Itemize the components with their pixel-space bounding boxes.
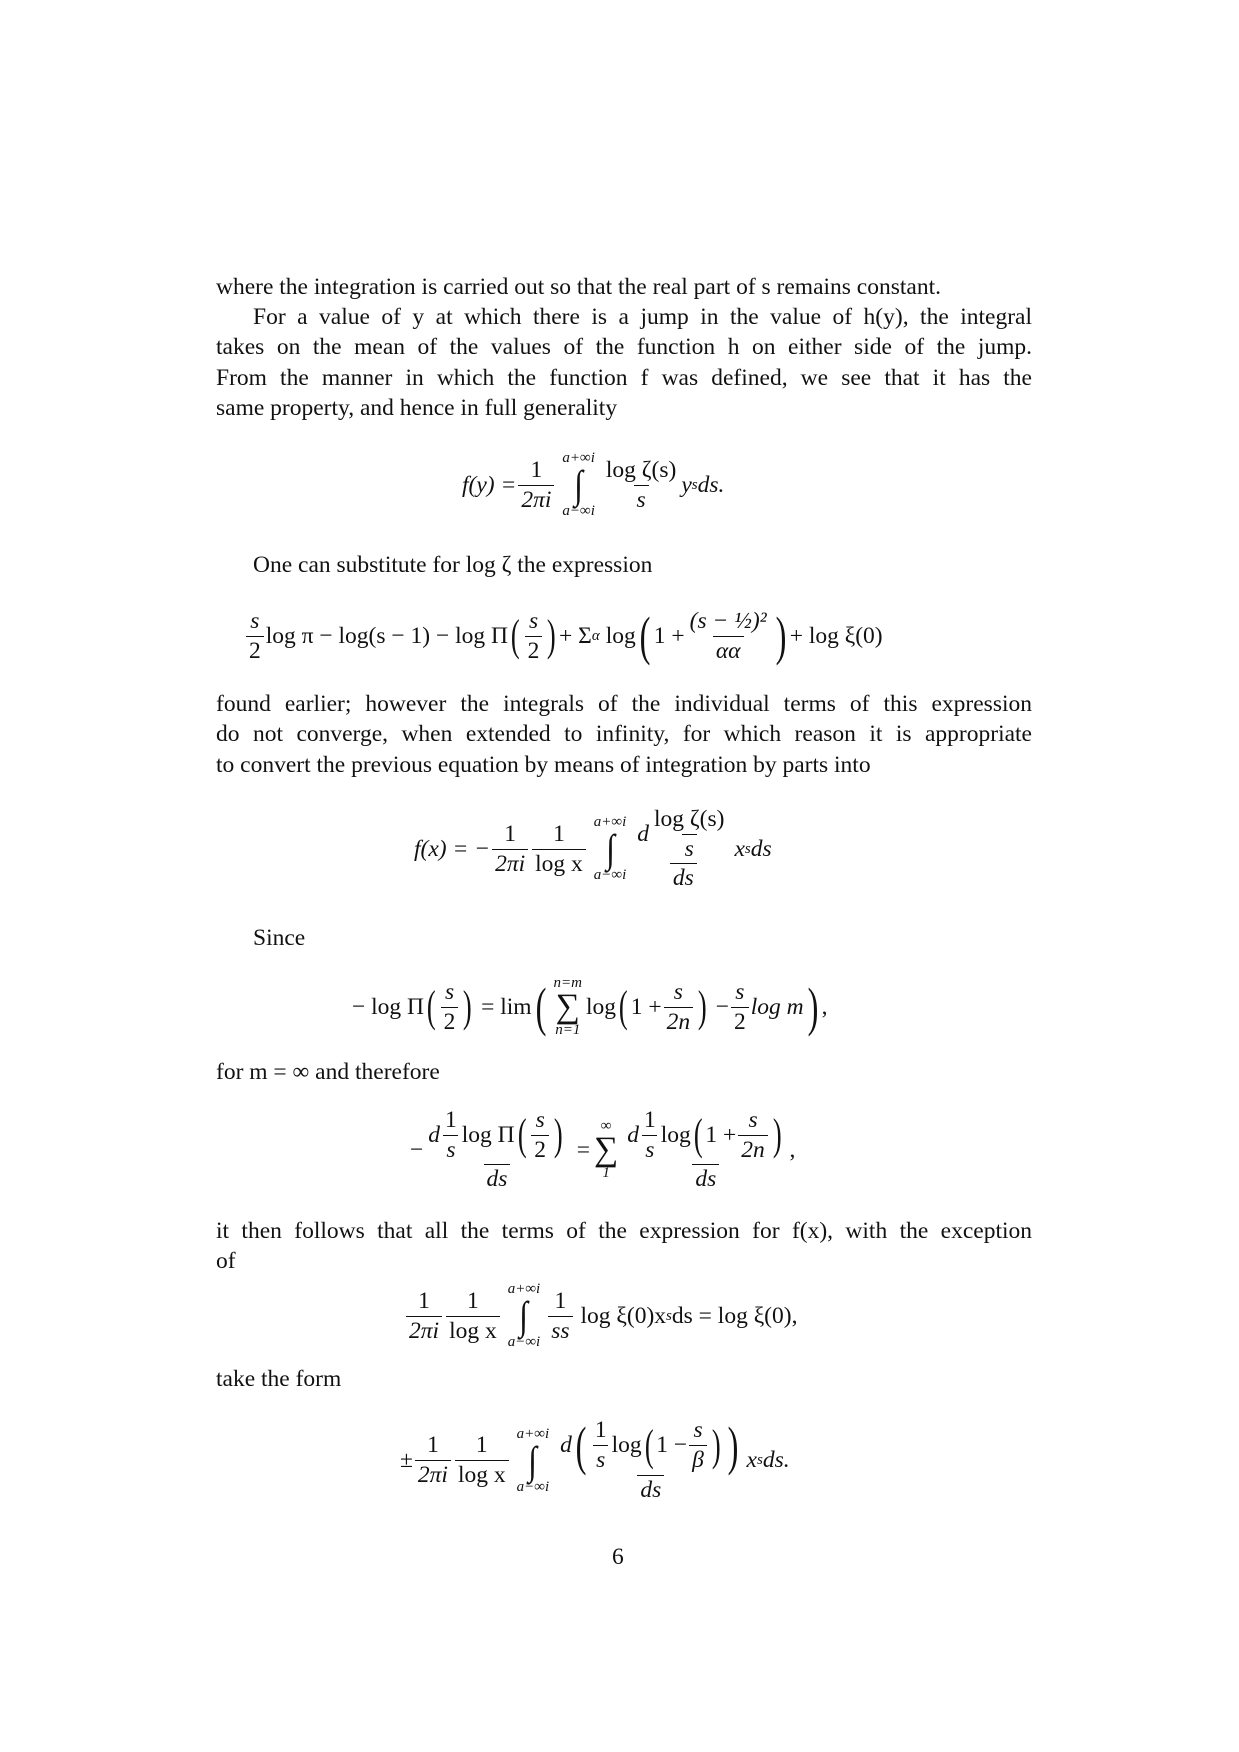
page-number: 6 xyxy=(612,1544,624,1570)
eq-lhs: f(y) = xyxy=(462,471,517,498)
fraction: $\frac{s}{2n}$ xyxy=(664,980,694,1034)
fraction: $\frac{1}{2\pi i}$ xyxy=(415,1433,451,1487)
fraction: $\frac{1}{2\pi i}$ xyxy=(492,822,528,876)
fraction: $\frac{s}{2n}$ xyxy=(738,1108,768,1162)
paragraph-6 xyxy=(216,1057,440,1087)
equation-f-of-x: f(x) = − $\frac{1}{2\pi i}$ $\frac{1}{\text{log x}}$ a+∞i ∫ a−∞i d $\frac{\text{log ζ(s)}}{s}$ ds x s ds xyxy=(414,805,772,892)
paragraph-5 xyxy=(253,923,305,953)
fraction: d $\frac{1}{s}$ log Π ( $\frac{s}{2}$ ) ds xyxy=(428,1106,563,1193)
text-line: take the form xyxy=(216,1366,342,1392)
equation-derivative-log-pi: − d $\frac{1}{s}$ log Π ( $\frac{s}{2}$ ) ds = ∞ ∑ 1 d $\frac{1}{s}$ log ( 1 + $\frac{s}{2n}$ ) ds , xyxy=(410,1106,796,1193)
fraction: $\frac{1}{ss}$ xyxy=(548,1289,572,1343)
summation-sign: ∞ ∑ 1 xyxy=(593,1117,619,1182)
equation-log-xi-integral: $\frac{1}{2\pi i}$ $\frac{1}{\text{log x}}$ a+∞i ∫ a−∞i $\frac{1}{ss}$ log ξ(0)x s ds = log ξ(0), xyxy=(404,1266,797,1366)
equation-log-zeta-expansion: $\frac{s}{2}$ log π − log(s − 1) − log Π ( $\frac{s}{2}$ ) + Σ α log ( 1 + $\frac{\text{(s − ½)²}}{\alpha\alpha}$ ) + log ξ(0) xyxy=(244,600,883,672)
fraction: $\frac{\text{log ζ(s)}}{s}$ xyxy=(654,805,725,862)
text-line: found earlier; however the integrals of the individual terms of this expression xyxy=(216,691,1032,717)
fraction: $\frac{\text{(s − ½)²}}{\alpha\alpha}$ xyxy=(689,607,767,664)
summation-sign: n=m ∑ n=1 xyxy=(553,974,582,1039)
fraction: d $\frac{1}{s}$ log ( 1 + $\frac{s}{2n}$ ) ds xyxy=(627,1106,782,1193)
text-line: it then follows that all the terms of the expression for f(x), with the exception xyxy=(216,1218,1032,1244)
fraction: $\frac{\text{log ζ(s)}}{s}$ xyxy=(605,456,677,513)
fraction: d $\frac{\text{log ζ(s)}}{s}$ ds xyxy=(634,807,732,891)
equation-log-pi: − log Π ( $\frac{s}{2}$ ) = lim ( n=m ∑ n=1 log ( 1 + $\frac{s}{2n}$ ) − $\frac{s}{2}$ log m ) , xyxy=(352,974,828,1039)
text-line: for m = ∞ and therefore xyxy=(216,1059,440,1085)
fraction: $\frac{1}{s}$ xyxy=(445,1106,457,1163)
fraction: $\frac{1}{2\pi i}$ xyxy=(406,1289,442,1343)
integral-sign: a+∞i ∫ a−∞i xyxy=(593,814,627,883)
text-line: same property, and hence in full generality xyxy=(216,395,618,422)
paragraph-8 xyxy=(216,1364,341,1394)
text-line: of xyxy=(216,1248,236,1275)
fraction: $\frac{s}{2}$ xyxy=(525,609,543,663)
text-line: to convert the previous equation by means of integration by parts into xyxy=(216,751,871,778)
text-line: Since xyxy=(253,925,306,951)
fraction: $\frac{s}{2}$ xyxy=(441,980,459,1034)
fraction: $\frac{s}{2}$ xyxy=(531,1108,549,1162)
text-line: From the manner in which the function f was defined, we see that it has the xyxy=(216,364,1032,391)
text-line: One can substitute for log ζ the expression xyxy=(253,552,653,578)
text-line: do not converge, when extended to infinity, for which reason it is appropriate xyxy=(216,721,1032,748)
fraction: $\frac{s}{\beta}$ xyxy=(689,1418,707,1472)
paragraph-2 xyxy=(216,302,1032,424)
integral-sign: a+∞i ∫ a−∞i xyxy=(516,1425,550,1495)
integral-sign: a+∞i ∫ a−∞i xyxy=(507,1281,541,1350)
fraction: $\frac{1}{\text{log x}}$ xyxy=(532,822,586,876)
paragraph-1 xyxy=(216,272,1032,302)
fraction: $\frac{s}{2}$ xyxy=(246,609,264,663)
text-line: where the integration is carried out so that the real part of s remains constant. xyxy=(216,274,941,300)
fraction: $\frac{1}{2\pi i}$ xyxy=(518,458,554,512)
paragraph-3 xyxy=(253,550,652,580)
fraction: $\frac{s}{2}$ xyxy=(731,980,749,1034)
text-line: takes on the mean of the values of the function h on either side of the jump. xyxy=(216,334,1032,361)
text-line: For a value of y at which there is a jump in the value of h(y), the integral xyxy=(253,304,1032,330)
fraction: $\frac{1}{\text{log x}}$ xyxy=(455,1433,509,1487)
paragraph-4 xyxy=(216,689,1032,780)
integral-sign: a+∞i ∫ a−∞i xyxy=(562,450,595,519)
fraction: $\frac{1}{s}$ xyxy=(643,1106,656,1163)
fraction: $\frac{1}{\text{log x}}$ xyxy=(446,1289,500,1343)
fraction: d ( $\frac{1}{s}$ log ( 1 − $\frac{s}{\beta}$ ) ) ds xyxy=(560,1415,738,1503)
equation-general-term: ± $\frac{1}{2\pi i}$ $\frac{1}{\text{log x}}$ a+∞i ∫ a−∞i d ( $\frac{1}{s}$ log ( 1 − $\frac{s}{\beta}$ ) ) ds x s ds. xyxy=(400,1415,790,1503)
equation-f-of-y: f(y) = $\frac{1}{2\pi i}$ a+∞i ∫ a−∞i $\frac{\text{log ζ(s)}}{s}$ y s ds. xyxy=(462,450,725,519)
fraction: $\frac{1}{s}$ xyxy=(594,1417,607,1474)
